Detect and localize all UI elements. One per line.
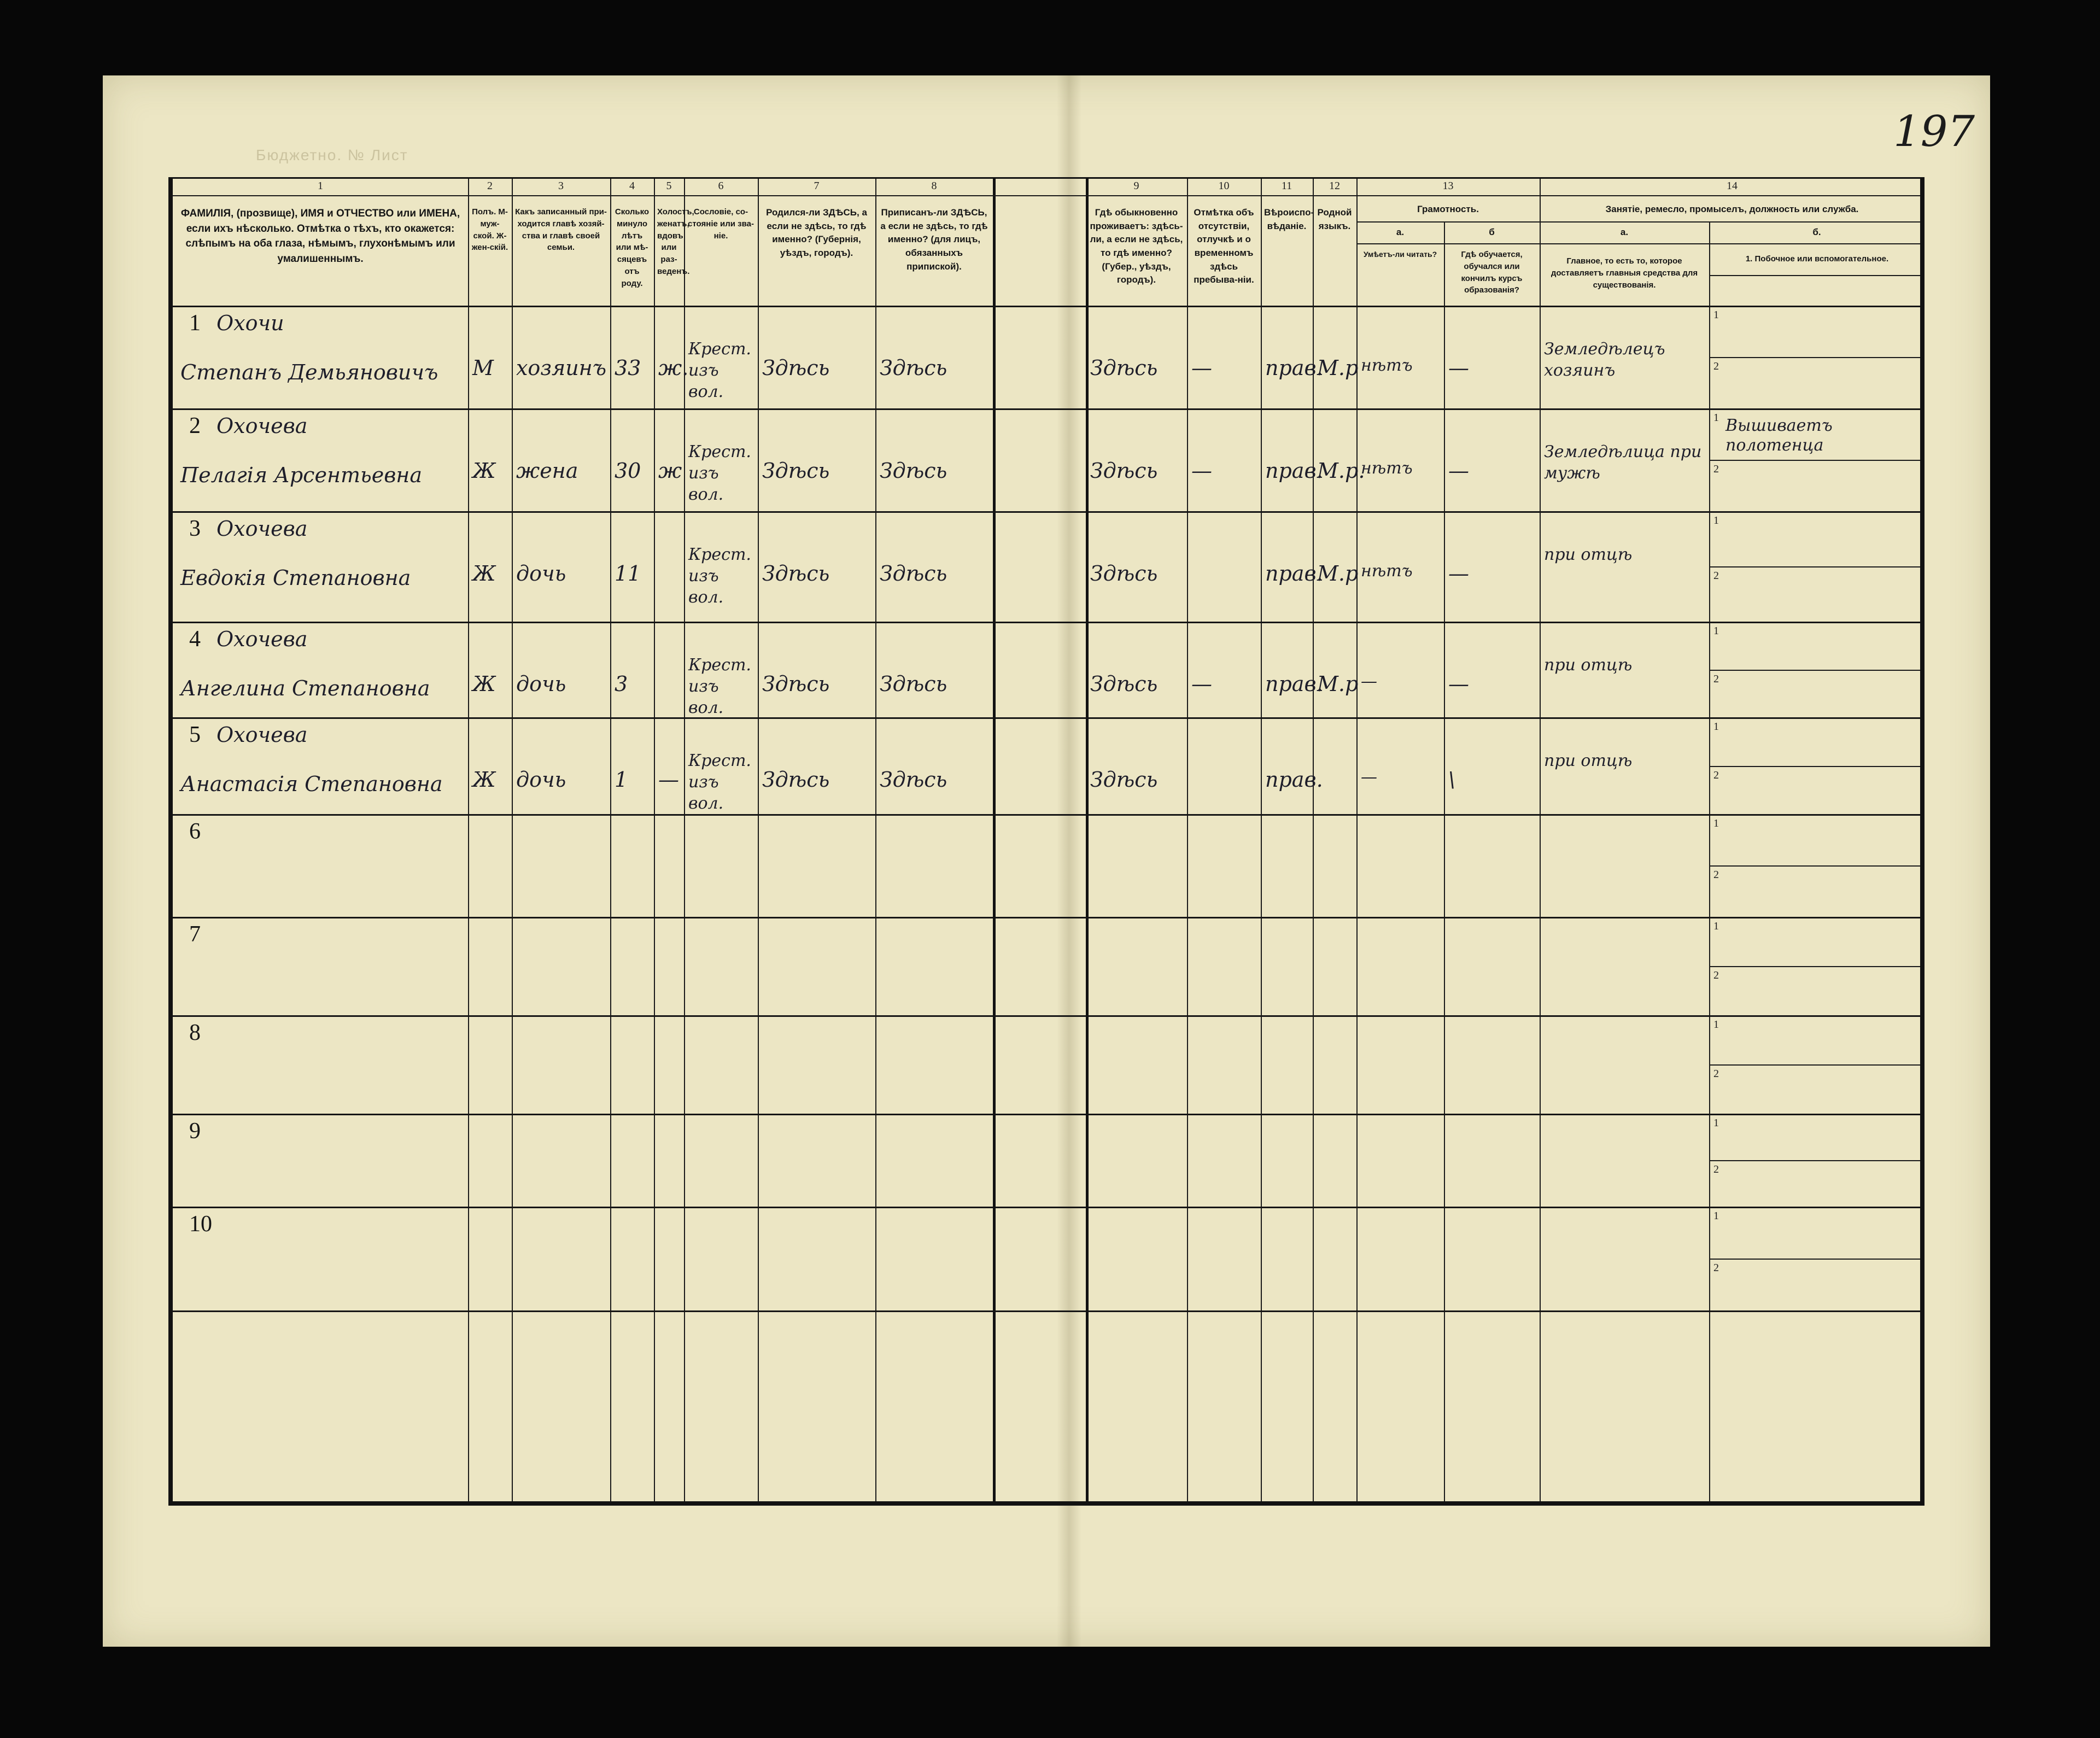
row-number: 1 <box>189 311 201 336</box>
column-divider <box>610 179 611 1501</box>
sub-row-mark: 2 <box>1713 360 1719 372</box>
cell-occ-side: Вышиваетъ полотенца <box>1725 416 1833 455</box>
given-name-patronymic: Анастасія Степановна <box>180 772 443 796</box>
cell-registered: Здѣсь <box>880 459 947 483</box>
sub-row-mark: 1 <box>1713 817 1719 829</box>
sub-header: Гдѣ обучается, обучался или кончилъ курсъ образованія? <box>1461 250 1523 295</box>
cell-registered: Здѣсь <box>880 672 947 696</box>
sub-row-mark: 2 <box>1713 869 1719 881</box>
sub-label: а. <box>1620 227 1629 237</box>
column-divider <box>1187 179 1188 1501</box>
cell-absence: — <box>1191 356 1212 380</box>
sub-label: а. <box>1396 227 1405 237</box>
sub-row-divider <box>1709 566 1920 567</box>
sub-row-divider <box>1709 1259 1920 1260</box>
cell-resides: Здѣсь <box>1090 561 1158 586</box>
cell-occ_main: при отцѣ <box>1544 751 1633 770</box>
sub-row-mark: 2 <box>1713 463 1719 475</box>
column-header: Занятіе, ремесло, промыселъ, должность или служба. <box>1605 204 1859 214</box>
cell-school: — <box>1448 561 1469 586</box>
cell-estate: Крест. изъ вол. <box>688 751 751 813</box>
sub-header: Главное, то есть то, которое доставляетъ главныя средства для существованія. <box>1551 256 1698 290</box>
cell-occ_main: Земледѣлица при мужѣ <box>1544 442 1702 483</box>
sub-row-divider <box>1709 766 1920 767</box>
column-number: 6 <box>718 180 724 192</box>
folio-number: 197 <box>1893 107 1975 156</box>
sub-row-mark: 1 <box>1713 514 1719 526</box>
cell-marital: ж <box>658 459 682 483</box>
cell-religion: прав. <box>1265 672 1323 696</box>
cell-estate: Крест. изъ вол. <box>688 545 751 607</box>
surname: Охочи <box>217 311 284 335</box>
cell-literate: — <box>1361 768 1377 787</box>
sub-row-divider <box>1709 460 1920 461</box>
sub-row-mark: 1 <box>1713 412 1719 424</box>
cell-relation: дочь <box>516 672 566 696</box>
cell-literate: нѣтъ <box>1361 459 1413 478</box>
cell-born: Здѣсь <box>762 768 830 792</box>
cell-resides: Здѣсь <box>1090 768 1158 792</box>
header-bottom-line <box>173 306 1920 307</box>
column-header: Вѣроиспо-вѣданіе. <box>1264 207 1314 231</box>
sub-label: б <box>1489 227 1495 237</box>
cell-literate: нѣтъ <box>1361 561 1413 581</box>
row-number: 7 <box>189 922 201 947</box>
row-divider <box>173 717 1920 719</box>
column-number: 3 <box>558 180 564 192</box>
cell-marital: — <box>658 768 679 792</box>
surname: Охочева <box>217 627 308 651</box>
cell-literate: нѣтъ <box>1361 356 1413 375</box>
column-divider <box>993 179 996 1501</box>
column-number: 2 <box>487 180 493 192</box>
faded-stamp: Бюджетно. № Лист <box>256 147 408 163</box>
cell-estate: Крест. изъ вол. <box>688 442 751 504</box>
column-header: Отмѣтка объ отсутствіи, отлучкѣ и о временномъ здѣсь пребыва-ніи. <box>1194 207 1254 285</box>
cell-age: 33 <box>615 356 641 380</box>
cell-religion: прав. <box>1265 768 1323 792</box>
sub-row-divider <box>1709 357 1920 358</box>
cell-sex: Ж <box>472 459 496 483</box>
sub-row-mark: 1 <box>1713 721 1719 733</box>
surname: Охочева <box>217 723 308 747</box>
column-number: 10 <box>1218 180 1230 192</box>
cell-literate: — <box>1361 672 1377 691</box>
cell-registered: Здѣсь <box>880 768 947 792</box>
group-line <box>1709 275 1920 276</box>
sub-row-mark: 2 <box>1713 1262 1719 1274</box>
column-number: 4 <box>629 180 635 192</box>
row-divider <box>173 814 1920 816</box>
sub-row-mark: 2 <box>1713 673 1719 685</box>
sub-row-mark: 1 <box>1713 309 1719 321</box>
row-number: 3 <box>189 516 201 541</box>
sub-row-divider <box>1709 1064 1920 1066</box>
cell-born: Здѣсь <box>762 672 830 696</box>
row-divider <box>173 1310 1920 1312</box>
census-sheet <box>103 75 1990 1647</box>
column-number: 13 <box>1442 180 1454 192</box>
header-number-line <box>173 195 1920 196</box>
column-divider <box>1444 221 1445 1501</box>
cell-school: — <box>1448 672 1469 696</box>
column-header: Родной языкъ. <box>1317 207 1352 231</box>
sub-row-divider <box>1709 1160 1920 1161</box>
sub-row-divider <box>1709 966 1920 967</box>
row-number: 8 <box>189 1020 201 1045</box>
cell-sex: М <box>472 356 494 380</box>
column-divider <box>875 179 876 1501</box>
given-name-patronymic: Ангелина Степановна <box>180 676 430 700</box>
column-header: Приписанъ-ли ЗДѢСЬ, а если не здѣсь, то гдѣ именно? (для лицъ, обязанныхъ припиской). <box>880 207 988 272</box>
cell-school: — <box>1448 459 1469 483</box>
column-header: Гдѣ обыкновенно проживаетъ: здѣсь-ли, а если не здѣсь, то гдѣ именно? (Губер., уѣздъ, городъ). <box>1090 207 1183 285</box>
row-divider <box>173 1114 1920 1115</box>
cell-school: \ <box>1448 768 1455 792</box>
row-divider <box>173 1207 1920 1208</box>
cell-registered: Здѣсь <box>880 356 947 380</box>
cell-absence: — <box>1191 672 1212 696</box>
sub-row-mark: 2 <box>1713 1068 1719 1080</box>
cell-estate: Крест. изъ вол. <box>688 656 751 717</box>
sub-header: 1. Побочное или вспомогательное. <box>1745 254 1889 264</box>
column-number: 14 <box>1727 180 1738 192</box>
sub-row-mark: 1 <box>1713 920 1719 932</box>
column-header: Холостъ, женатъ, вдовъ или раз-веденъ. <box>657 207 694 276</box>
cell-marital: ж. <box>658 356 689 380</box>
column-header: Грамотность. <box>1417 204 1479 214</box>
row-number: 5 <box>189 722 201 747</box>
sub-row-mark: 1 <box>1713 1019 1719 1031</box>
cell-school: — <box>1448 356 1469 380</box>
cell-age: 11 <box>615 561 641 586</box>
cell-occ_main: при отцѣ <box>1544 656 1633 675</box>
cell-religion: прав. <box>1265 561 1323 586</box>
sub-row-mark: 1 <box>1713 625 1719 637</box>
column-divider <box>1086 179 1089 1501</box>
row-number: 6 <box>189 819 201 844</box>
column-divider <box>512 179 513 1501</box>
column-header: ФАМИЛІЯ, (прозвище), ИМЯ и ОТЧЕСТВО или ИМЕНА, если ихъ нѣсколько. Отмѣтка о тѣхъ, кто окажется: слѣпымъ на оба глаза, нѣмымъ, глухонѣмымъ или умалишеннымъ. <box>180 208 460 265</box>
row-divider <box>173 622 1920 623</box>
cell-resides: Здѣсь <box>1090 672 1158 696</box>
sub-row-mark: 1 <box>1713 1117 1719 1129</box>
cell-sex: Ж <box>472 672 496 696</box>
column-divider <box>654 179 655 1501</box>
sub-row-mark: 2 <box>1713 969 1719 981</box>
sub-row-divider <box>1709 865 1920 867</box>
census-table <box>168 177 1924 1506</box>
given-name-patronymic: Евдокія Степановна <box>180 566 411 590</box>
cell-religion: прав. <box>1265 459 1323 483</box>
row-number: 9 <box>189 1119 201 1144</box>
column-header: Сколько минуло лѣтъ или мѣ-сяцевъ отъ роду. <box>615 207 650 288</box>
sub-row-mark: 1 <box>1713 1210 1719 1222</box>
sub-row-divider <box>1709 670 1920 671</box>
group-line <box>1356 221 1920 223</box>
cell-registered: Здѣсь <box>880 561 947 586</box>
column-divider <box>1261 179 1262 1501</box>
cell-language: М.р <box>1317 672 1359 696</box>
cell-language: М.р. <box>1317 459 1365 483</box>
cell-language: М.р <box>1317 356 1359 380</box>
row-divider <box>173 1015 1920 1017</box>
cell-resides: Здѣсь <box>1090 356 1158 380</box>
sub-header: Умѣетъ-ли читать? <box>1363 250 1437 259</box>
cell-relation: дочь <box>516 561 566 586</box>
column-header: Родился-ли ЗДѢСЬ, а если не здѣсь, то гдѣ именно? (Губернія, уѣздъ, городъ). <box>766 207 867 258</box>
given-name-patronymic: Степанъ Демьяновичъ <box>180 360 438 384</box>
column-divider <box>1709 221 1710 1501</box>
column-number: 1 <box>318 180 323 192</box>
sub-row-mark: 2 <box>1713 769 1719 781</box>
cell-resides: Здѣсь <box>1090 459 1158 483</box>
row-divider <box>173 408 1920 410</box>
sub-row-mark: 2 <box>1713 570 1719 582</box>
group-line <box>1356 243 1920 244</box>
column-divider <box>1540 179 1541 1501</box>
cell-age: 3 <box>615 672 628 696</box>
cell-age: 1 <box>615 768 628 792</box>
row-number: 10 <box>189 1212 212 1237</box>
cell-absence: — <box>1191 459 1212 483</box>
cell-born: Здѣсь <box>762 356 830 380</box>
column-number: 9 <box>1133 180 1139 192</box>
cell-sex: Ж <box>472 561 496 586</box>
cell-language: М.р <box>1317 561 1359 586</box>
cell-occ_main: при отцѣ <box>1544 545 1633 564</box>
column-number: 11 <box>1281 180 1292 192</box>
cell-estate: Крест. изъ вол. <box>688 340 751 401</box>
cell-age: 30 <box>615 459 641 483</box>
column-divider <box>468 179 469 1501</box>
row-divider <box>173 917 1920 918</box>
cell-relation: жена <box>516 459 578 483</box>
sub-row-mark: 2 <box>1713 1163 1719 1175</box>
cell-relation: дочь <box>516 768 566 792</box>
cell-religion: прав. <box>1265 356 1323 380</box>
sub-label: б. <box>1812 227 1821 237</box>
row-number: 4 <box>189 627 201 652</box>
cell-occ_main: Земледѣлецъ хозяинъ <box>1544 340 1665 380</box>
surname: Охочева <box>217 414 308 438</box>
column-header: Сословіе, со-стояніе или зва-ніе. <box>688 207 754 241</box>
column-divider <box>758 179 759 1501</box>
column-header: Какъ записанный при-ходится главѣ хозяй-ства и главѣ своей семьи. <box>515 207 607 253</box>
cell-sex: Ж <box>472 768 496 792</box>
cell-born: Здѣсь <box>762 459 830 483</box>
cell-relation: хозяинъ <box>516 356 607 380</box>
row-divider <box>173 511 1920 513</box>
column-number: 12 <box>1329 180 1340 192</box>
given-name-patronymic: Пелагія Арсентьевна <box>180 463 422 487</box>
column-number: 8 <box>931 180 937 192</box>
surname: Охочева <box>217 517 308 541</box>
column-number: 7 <box>814 180 820 192</box>
cell-born: Здѣсь <box>762 561 830 586</box>
column-number: 5 <box>666 180 672 192</box>
column-header: Полъ. М-муж-ской. Ж-жен-скій. <box>471 207 508 253</box>
row-number: 2 <box>189 413 201 438</box>
